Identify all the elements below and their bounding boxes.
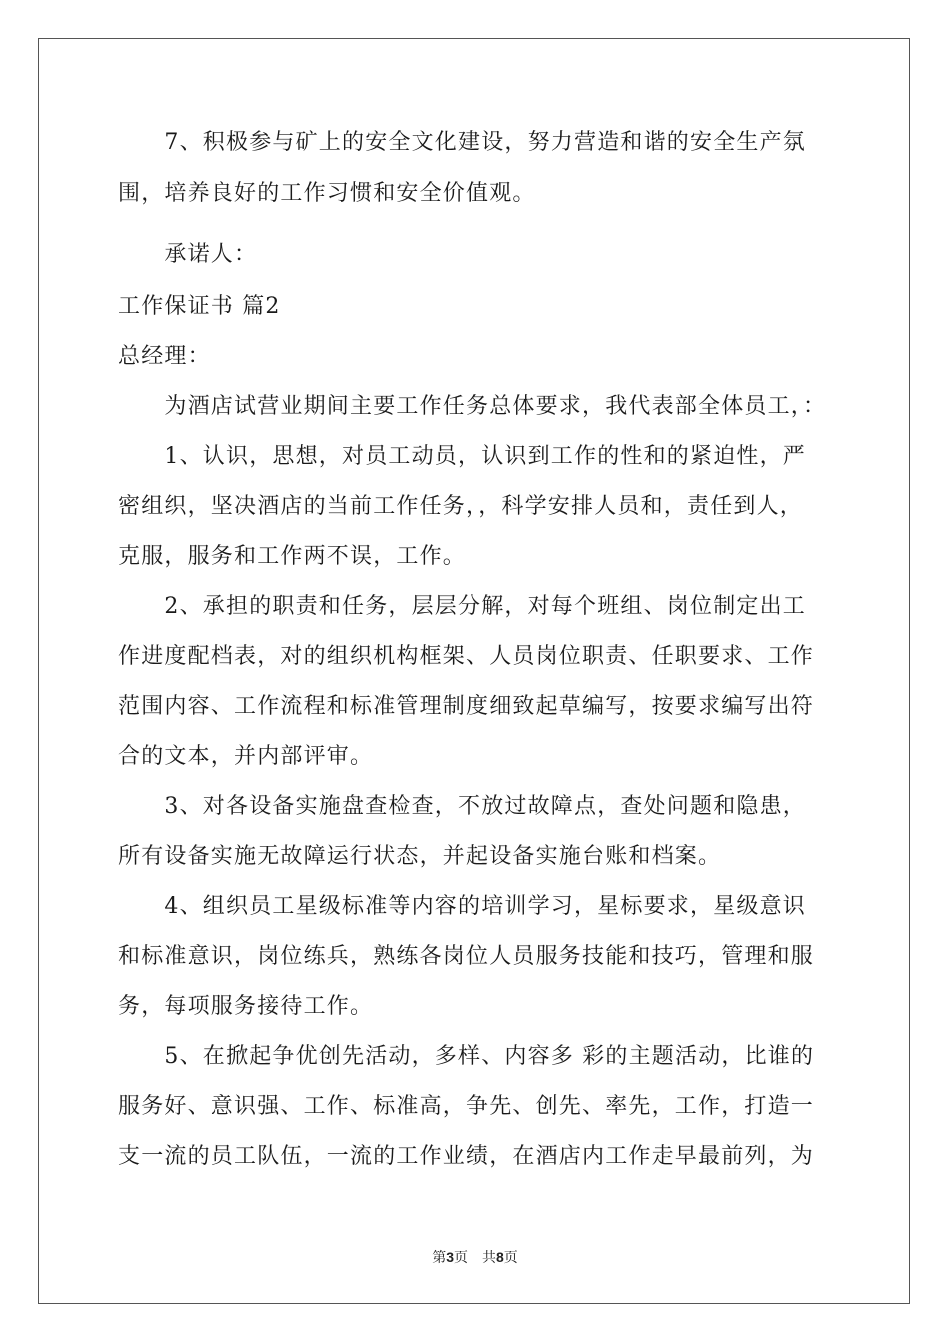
text-line: 范围内容、工作流程和标准管理制度细致起草编写，按要求编写出符 bbox=[118, 694, 815, 719]
text-line: 支一流的员工队伍，一流的工作业绩，在酒店内工作走早最前列，为 bbox=[118, 1144, 815, 1169]
text-line: 围，培养良好的工作习惯和安全价值观。 bbox=[118, 181, 536, 206]
text-line: 1、认识，思想，对员工动员，认识到工作的性和的紧迫性，严 bbox=[118, 444, 806, 469]
text-line: 4、组织员工星级标准等内容的培训学习，星标要求，星级意识 bbox=[118, 894, 806, 919]
text-line: 为酒店试营业期间主要工作任务总体要求，我代表部全体员工，： bbox=[118, 394, 827, 419]
text-line: 服务好、意识强、工作、标准高，争先、创先、率先，工作，打造一 bbox=[118, 1094, 815, 1119]
text-line: 务，每项服务接待工作。 bbox=[118, 994, 374, 1019]
text-line: 所有设备实施无故障运行状态，并起设备实施台账和档案。 bbox=[118, 844, 722, 869]
text-line: 密组织，坚决酒店的当前工作任务，，科学安排人员和，责任到人， bbox=[118, 494, 804, 519]
total-page-number: 8 bbox=[496, 1249, 504, 1265]
page-label-mid: 页 共 bbox=[454, 1250, 496, 1266]
text-line: 合的文本，并内部评审。 bbox=[118, 744, 374, 769]
text-line: 3、对各设备实施盘查检查，不放过故障点，查处问题和隐患， bbox=[118, 794, 806, 819]
text-line: 克服，服务和工作两不误，工作。 bbox=[118, 544, 467, 569]
text-line: 和标准意识，岗位练兵，熟练各岗位人员服务技能和技巧，管理和服 bbox=[118, 944, 815, 969]
text-line: 5、在掀起争优创先活动，多样、内容多 彩的主题活动，比谁的 bbox=[118, 1044, 815, 1069]
page-footer bbox=[0, 1247, 950, 1267]
section-heading: 工作保证书 篇2 bbox=[118, 294, 281, 319]
text-line: 7、积极参与矿上的安全文化建设，努力营造和谐的安全生产氛 bbox=[118, 130, 806, 155]
salutation: 总经理： bbox=[118, 344, 211, 369]
text-line: 作进度配档表，对的组织机构框架、人员岗位职责、任职要求、工作 bbox=[118, 644, 815, 669]
page-label-prefix: 第 bbox=[432, 1250, 447, 1266]
current-page-number: 3 bbox=[446, 1249, 454, 1265]
text-line: 承诺人： bbox=[118, 242, 258, 267]
page-label-suffix: 页 bbox=[503, 1250, 518, 1266]
text-line: 2、承担的职责和任务，层层分解，对每个班组、岗位制定出工 bbox=[118, 594, 806, 619]
